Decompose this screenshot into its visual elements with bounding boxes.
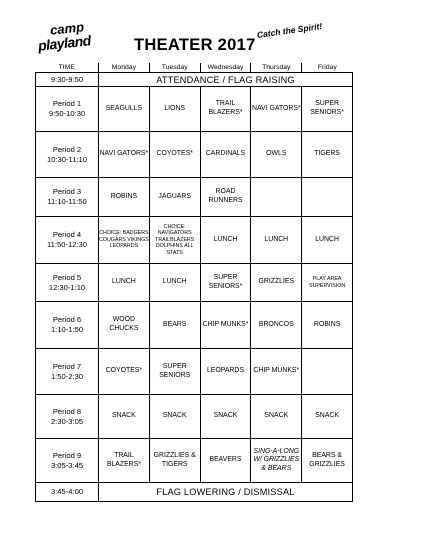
schedule-cell: SNACK: [251, 395, 302, 439]
period-name: Period 3: [52, 187, 82, 196]
schedule-cell: CARDINALS: [200, 132, 251, 178]
header-row: [36, 63, 353, 73]
schedule-cell: CHOICE: BADGERS COUGARS VIKINGS LEOPARDS: [99, 217, 150, 264]
column-header-time: TIME: [36, 63, 99, 73]
slogan: Catch the Spirit!: [256, 20, 323, 40]
column-header-friday: Friday: [302, 63, 353, 73]
period-label: [36, 132, 99, 178]
period-name: Period 9: [52, 450, 82, 460]
schedule-cell: [251, 178, 302, 217]
period-label: [36, 87, 99, 132]
schedule-cell: OWLS: [251, 132, 302, 178]
period-time: 9:50-10:30: [48, 109, 86, 118]
period-time: 11:10-11:50: [47, 197, 87, 206]
schedule-cell: GRIZZLIES & TIGERS: [149, 439, 200, 483]
schedule-cell: ROBINS: [302, 302, 353, 349]
schedule-cell: ROAD RUNNERS: [200, 178, 251, 217]
schedule-cell: BEARS: [149, 302, 200, 349]
schedule-cell: LUNCH: [200, 217, 251, 264]
schedule-cell: SUPER SENIORS*: [200, 264, 251, 302]
period-time: 3:05-3:45: [50, 460, 84, 470]
period-name: Period 6: [52, 315, 82, 324]
period-time: 1:10-1:50: [50, 325, 84, 334]
schedule-cell: LUNCH: [251, 217, 302, 264]
camp-playland-logo: [36, 13, 114, 57]
period-label: [36, 302, 99, 349]
period-row: [36, 264, 353, 302]
schedule-cell: WOOD CHUCKS: [99, 302, 150, 349]
period-name: Period 2: [52, 144, 82, 154]
period-row: [36, 87, 353, 132]
schedule-cell: TIGERS: [302, 132, 353, 178]
schedule-cell: SEAGULLS: [99, 87, 150, 132]
schedule-cell: COYOTES*: [99, 349, 150, 395]
period-label: [36, 349, 99, 395]
flag-lowering-time: 3:45-4:00: [36, 483, 99, 502]
schedule-cell: TRAIL BLAZERS*: [200, 87, 251, 132]
period-row: [36, 178, 353, 217]
column-header-tuesday: Tuesday: [149, 63, 200, 73]
period-label: [36, 217, 99, 264]
period-row: [36, 302, 353, 349]
period-row: [36, 439, 353, 483]
schedule-cell: COYOTES*: [149, 132, 200, 178]
schedule-cell: GRIZZLIES: [251, 264, 302, 302]
schedule-cell: TRAIL BLAZERS*: [99, 439, 150, 483]
schedule-cell: JAGUARS: [149, 178, 200, 217]
schedule-cell: CHIP MUNKS*: [251, 349, 302, 395]
flag-raising-time: 9:30-9:50: [36, 73, 99, 87]
period-row: [36, 395, 353, 439]
period-time: 11:50-12:30: [47, 240, 87, 249]
schedule-cell: NAVI GATORS*: [251, 87, 302, 132]
schedule-cell: ROBINS: [99, 178, 150, 217]
logo-line-camp: camp: [49, 19, 85, 38]
period-time: 12:30-1:10: [48, 282, 86, 292]
period-time: 2:30-3:05: [50, 416, 84, 426]
schedule-table: [35, 63, 353, 502]
schedule-cell: [302, 178, 353, 217]
period-name: Period 1: [52, 99, 82, 108]
schedule-cell: NAVI GATORS*: [99, 132, 150, 178]
flag-lowering-row: [36, 483, 353, 502]
schedule-cell: SNACK: [302, 395, 353, 439]
flag-raising-row: [36, 73, 353, 87]
schedule-cell: SNACK: [149, 395, 200, 439]
period-row: [36, 132, 353, 178]
period-time: 1:50-2:30: [50, 371, 84, 381]
schedule-cell: CHOICE: NAVIGATORS TRAILBLAZERS DOLPHINS ALL STATS: [149, 217, 200, 264]
period-label: [36, 439, 99, 483]
schedule-cell: LEOPARDS: [200, 349, 251, 395]
schedule-cell: BRONCOS: [251, 302, 302, 349]
schedule-cell: SUPER SENIORS: [149, 349, 200, 395]
schedule-cell: CHIP MUNKS*: [200, 302, 251, 349]
column-header-thursday: Thursday: [251, 63, 302, 73]
schedule-cell: LUNCH: [99, 264, 150, 302]
schedule-cell: LUNCH: [302, 217, 353, 264]
schedule-cell: SING-A-LONG W/ GRIZZLIES & BEARS: [251, 439, 302, 483]
schedule-cell: PLAY AREA SUPERVISION: [302, 264, 353, 302]
schedule-cell: SUPER SENIORS*: [302, 87, 353, 132]
flag-lowering-banner: FLAG LOWERING / DISMISSAL: [99, 483, 353, 502]
period-label: [36, 264, 99, 302]
schedule-cell: LIONS: [149, 87, 200, 132]
period-row: [36, 349, 353, 395]
period-name: Period 7: [52, 361, 82, 371]
period-label: [36, 178, 99, 217]
column-header-wednesday: Wednesday: [200, 63, 251, 73]
page-title: THEATER 2017: [134, 36, 256, 54]
column-header-monday: Monday: [99, 63, 150, 73]
schedule-cell: BEAVERS: [200, 439, 251, 483]
period-name: Period 5: [52, 272, 82, 282]
period-row: [36, 217, 353, 264]
schedule-cell: LUNCH: [149, 264, 200, 302]
period-time: 10:30-11:10: [47, 154, 87, 164]
schedule-cell: [302, 349, 353, 395]
period-label: [36, 395, 99, 439]
schedule-cell: SNACK: [200, 395, 251, 439]
period-name: Period 8: [52, 406, 82, 416]
flag-raising-banner: ATTENDANCE / FLAG RAISING: [99, 73, 353, 87]
logo-line-playland: playland: [37, 32, 92, 54]
schedule-cell: BEARS & GRIZZLIES: [302, 439, 353, 483]
period-name: Period 4: [52, 230, 82, 239]
schedule-cell: SNACK: [99, 395, 150, 439]
